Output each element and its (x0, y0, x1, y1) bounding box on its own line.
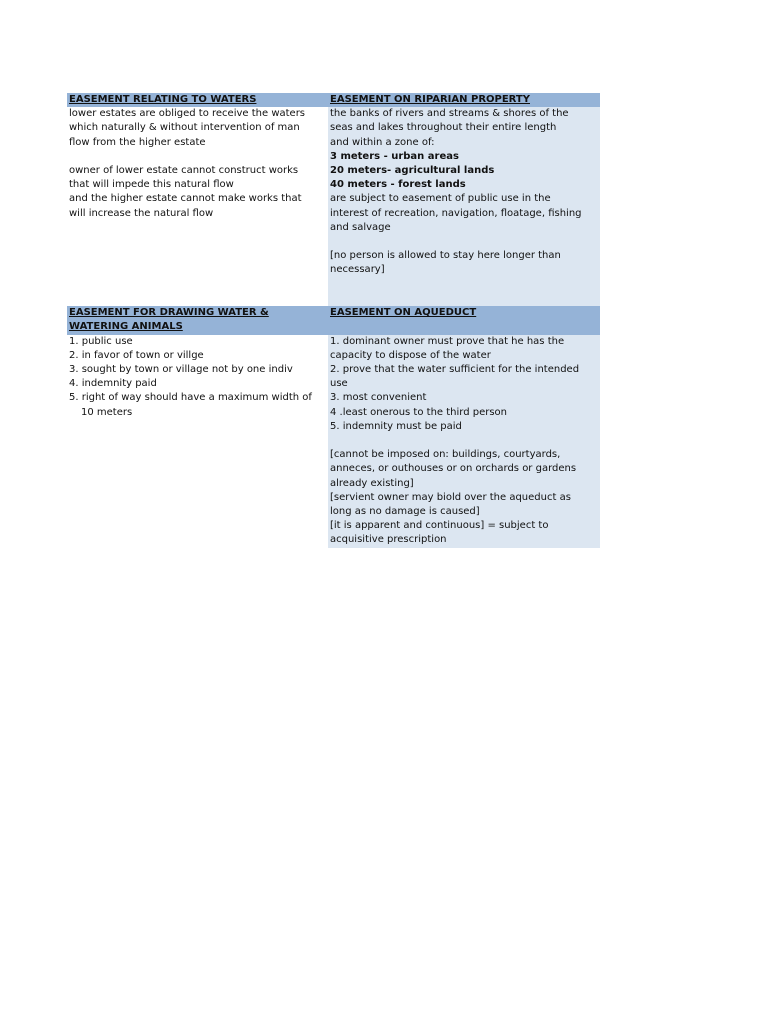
text-line: [servient owner may biold over the aqueduct as (330, 491, 571, 503)
header-easement-drawing-water[interactable] (67, 306, 328, 334)
text-line: anneces, or outhouses or on orchards or gardens (330, 463, 577, 475)
text-line: [cannot be imposed on: buildings, courtyards, (330, 449, 561, 461)
cell-waters-body[interactable] (67, 107, 328, 306)
text-line: lower estates are obliged to receive the waters (69, 108, 306, 120)
header-easement-riparian[interactable]: EASEMENT ON RIPARIAN PROPERTY (328, 93, 600, 107)
cell-aqueduct-body[interactable] (328, 335, 600, 548)
text-line: [no person is allowed to stay here longer than (330, 250, 561, 262)
zone-urban: 3 meters - urban areas (330, 150, 459, 162)
list-item: 4 .least onerous to the third person (330, 406, 508, 418)
list-item: 5. right of way should have a maximum width of (69, 392, 312, 404)
text-line (330, 235, 598, 249)
body-row-1 (67, 107, 600, 306)
list-item: 3. sought by town or village not by one indiv (69, 364, 293, 376)
text-line: long as no damage is caused] (330, 506, 480, 518)
text-line: and salvage (330, 221, 391, 233)
text-line: that will impede this natural flow (69, 179, 234, 191)
text-line: the banks of rivers and streams & shores of the (330, 108, 569, 120)
header-line: WATERING ANIMALS (69, 321, 183, 333)
header-easement-aqueduct[interactable] (328, 306, 600, 334)
text-line: acquisitive prescription (330, 534, 447, 546)
list-item: 1. dominant owner must prove that he has the (330, 335, 565, 347)
text-line: will increase the natural flow (69, 207, 214, 219)
header-row-2 (67, 306, 600, 334)
zone-forest: 40 meters - forest lands (330, 179, 466, 191)
body-row-2 (67, 335, 600, 548)
header-line: EASEMENT FOR DRAWING WATER & (69, 307, 269, 319)
zone-agricultural: 20 meters- agricultural lands (330, 165, 495, 177)
header-line: EASEMENT ON AQUEDUCT (330, 307, 477, 319)
list-item: 4. indemnity paid (69, 378, 157, 390)
text-line: [it is apparent and continuous] = subject to (330, 520, 549, 532)
list-item: 1. public use (69, 335, 133, 347)
list-item: 2. in favor of town or villge (69, 349, 204, 361)
text-line: use (330, 378, 348, 390)
list-item: 2. prove that the water sufficient for the intended (330, 364, 580, 376)
cell-drawing-water-body[interactable] (67, 335, 328, 548)
text-line (69, 150, 326, 164)
text-line: which naturally & without intervention of man (69, 122, 300, 134)
list-item: 5. indemnity must be paid (330, 420, 462, 432)
text-line: owner of lower estate cannot construct works (69, 165, 299, 176)
header-row-1 (67, 93, 600, 107)
text-line: necessary] (330, 264, 385, 276)
text-line: capacity to dispose of the water (330, 349, 491, 361)
text-line (330, 434, 598, 448)
list-item: 3. most convenient (330, 392, 427, 404)
header-easement-waters[interactable]: EASEMENT RELATING TO WATERS (67, 93, 328, 107)
list-item: 10 meters (81, 406, 133, 418)
text-line: interest of recreation, navigation, floatage, fishing (330, 207, 582, 219)
spreadsheet-page (67, 93, 600, 548)
cell-riparian-body[interactable] (328, 107, 600, 306)
text-line: already existing] (330, 477, 414, 489)
text-line: and the higher estate cannot make works that (69, 193, 302, 205)
text-line: are subject to easement of public use in the (330, 193, 551, 205)
text-line: flow from the higher estate (69, 136, 206, 148)
text-line: and within a zone of: (330, 136, 435, 148)
text-line: seas and lakes throughout their entire length (330, 122, 557, 134)
